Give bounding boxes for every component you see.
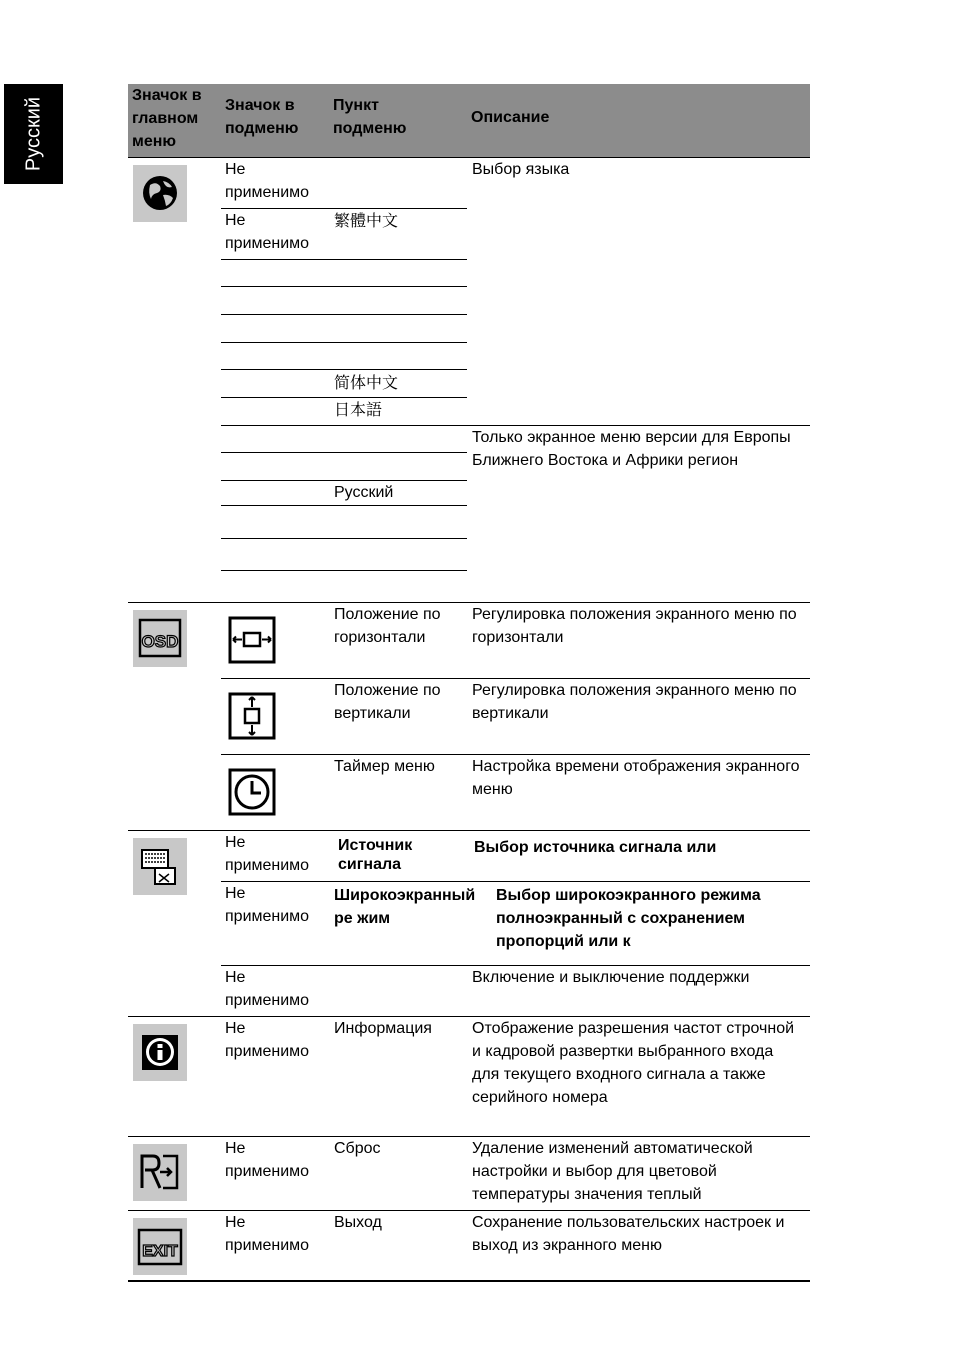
exit-desc: Сохранение пользовательских настроек и выход из экранного меню <box>472 1214 785 1254</box>
na-info: Не применимо <box>225 1020 310 1060</box>
svg-text:EXIT: EXIT <box>142 1243 178 1260</box>
info-icon <box>133 1024 187 1081</box>
japanese: 日本語 <box>334 402 383 419</box>
russian: Русский <box>334 484 394 501</box>
header-main-icon: Значок в главном меню <box>132 87 202 150</box>
na-input-1: Не применимо <box>225 834 310 874</box>
info-desc: Отображение разрешения частот строчной и кадровой развертки выбранного входа для текущего входного сигнала а также серийного номера <box>472 1020 795 1106</box>
na-lang-1: Не применимо <box>225 161 310 201</box>
header-sub-item: Пункт подменю <box>333 97 407 137</box>
na-input-3: Не применимо <box>225 969 310 1009</box>
emea-description: Только экранное меню версии для Европы Ближнего Востока и Африки регион <box>472 429 791 469</box>
header-sub-icon: Значок в подменю <box>225 97 299 137</box>
na-reset: Не применимо <box>225 1140 310 1180</box>
v-position-icon <box>228 692 276 740</box>
info-item: Информация <box>334 1020 432 1037</box>
na-exit: Не применимо <box>225 1214 310 1254</box>
lang-description: Выбор языка <box>472 161 570 178</box>
timer-item: Таймер меню <box>334 758 435 775</box>
trad-chinese: 繁體中文 <box>334 213 399 230</box>
widescreen-item: Широкоэкранный ре жим <box>334 887 476 927</box>
svg-text:OSD: OSD <box>141 632 179 651</box>
widescreen-desc: Выбор широкоэкранного режима полноэкранный с сохранением пропорций или к <box>496 887 761 950</box>
ddc-desc: Включение и выключение поддержки <box>472 969 750 986</box>
simp-chinese: 简体中文 <box>334 375 399 392</box>
table-header <box>128 84 810 158</box>
header-description: Описание <box>471 109 550 126</box>
h-position-desc: Регулировка положения экранного меню по горизонтали <box>472 606 797 646</box>
h-position-icon <box>228 616 276 664</box>
exit-item: Выход <box>334 1214 382 1231</box>
h-position-item: Положение по горизонтали <box>334 606 441 646</box>
v-position-item: Положение по вертикали <box>334 682 441 722</box>
input-icon <box>133 838 187 895</box>
reset-icon <box>133 1144 187 1201</box>
na-input-2: Не применимо <box>225 885 310 925</box>
side-tab-label: Русский <box>22 96 44 172</box>
osd-icon <box>133 610 187 667</box>
na-lang-2: Не применимо <box>225 212 310 252</box>
exit-icon <box>133 1218 187 1275</box>
globe-icon <box>133 165 187 222</box>
timer-icon <box>228 768 276 816</box>
reset-desc: Удаление изменений автоматической настройки и выбор для цветовой температуры значения теплый <box>472 1140 753 1203</box>
timer-desc: Настройка времени отображения экранного меню <box>472 758 800 798</box>
language-side-tab <box>4 84 63 184</box>
reset-item: Сброс <box>334 1140 381 1157</box>
source-item: Источник сигнала <box>338 837 413 873</box>
source-desc: Выбор источника сигнала или <box>474 839 717 856</box>
v-position-desc: Регулировка положения экранного меню по вертикали <box>472 682 797 722</box>
